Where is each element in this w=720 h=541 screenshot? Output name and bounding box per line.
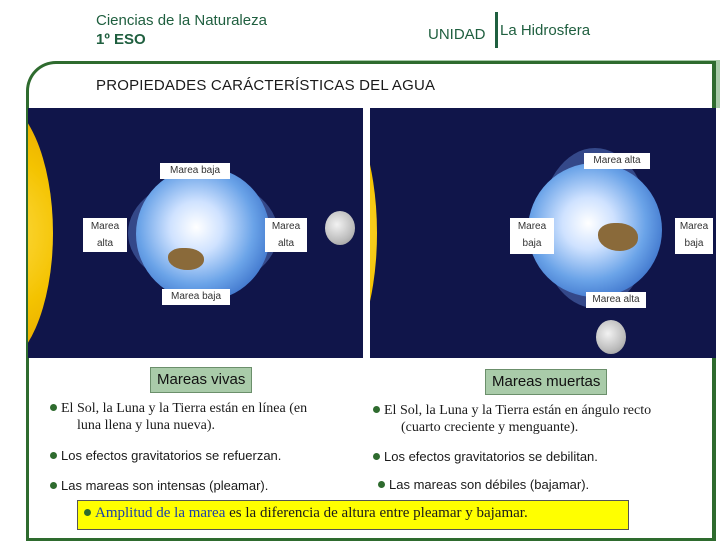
moon-image — [325, 211, 355, 245]
label-low-tide-top: Marea baja — [160, 163, 230, 179]
sun-image — [370, 108, 377, 358]
moon-image — [596, 320, 626, 354]
bullet-dot — [373, 406, 380, 413]
label-low-tide-right — [675, 218, 713, 254]
spring-bullet-3 — [50, 477, 268, 494]
bullet-text: El Sol, la Luna y la Tierra están en línea (en — [61, 401, 308, 416]
spring-bullet-2 — [50, 447, 281, 464]
label-line: baja — [684, 238, 704, 249]
section-title: PROPIEDADES CARÁCTERÍSTICAS DEL AGUA — [96, 77, 436, 94]
label-low-tide-bottom: Marea baja — [162, 289, 230, 305]
bullet-text: Las mareas son intensas (pleamar). — [61, 478, 269, 493]
label-high-tide-right — [265, 218, 307, 252]
bullet-text: Los efectos gravitatorios se debilitan. — [384, 449, 598, 464]
subject-title: Ciencias de la Naturaleza — [96, 12, 267, 29]
neap-bullet-3 — [378, 476, 589, 493]
course-label: 1º ESO — [96, 31, 146, 48]
continent-shape — [168, 248, 204, 270]
label-high-tide-bottom: Marea alta — [586, 292, 646, 308]
unit-label: UNIDAD — [428, 26, 486, 43]
amplitude-term: Amplitud de la marea — [95, 505, 226, 521]
label-line: alta — [277, 238, 295, 249]
neap-tides-heading: Mareas muertas — [485, 369, 607, 395]
continent-shape — [598, 223, 638, 251]
bullet-text: Los efectos gravitatorios se refuerzan. — [61, 448, 282, 463]
label-high-tide-left — [83, 218, 127, 252]
bullet-dot — [373, 453, 380, 460]
bullet-dot — [50, 452, 57, 459]
amplitude-definition — [84, 505, 528, 522]
neap-bullet-2 — [373, 448, 598, 465]
label-line: Marea — [517, 221, 547, 232]
bullet-text: (cuarto creciente y menguante). — [401, 420, 579, 435]
bullet-dot — [50, 404, 57, 411]
bullet-dot — [50, 482, 57, 489]
label-line: Marea — [90, 221, 120, 232]
sun-image — [28, 108, 53, 358]
spring-tide-diagram — [28, 108, 363, 358]
label-low-tide-left — [510, 218, 554, 254]
spring-bullet-1 — [50, 400, 370, 434]
unit-divider — [495, 12, 498, 48]
label-line: baja — [522, 238, 542, 249]
label-high-tide-top: Marea alta — [584, 153, 650, 169]
label-line: alta — [96, 238, 114, 249]
spring-tides-heading: Mareas vivas — [150, 367, 252, 393]
neap-bullet-1 — [373, 402, 713, 436]
unit-name: La Hidrosfera — [500, 22, 591, 39]
label-line: Marea — [679, 221, 709, 232]
bullet-text: luna llena y luna nueva). — [77, 418, 216, 433]
label-line: Marea — [271, 221, 301, 232]
bullet-text: El Sol, la Luna y la Tierra están en ángulo recto — [384, 403, 652, 418]
bullet-dot — [84, 509, 91, 516]
amplitude-rest: es la diferencia de altura entre pleamar y bajamar. — [225, 505, 528, 521]
earth-image — [136, 167, 270, 301]
bullet-dot — [378, 481, 385, 488]
neap-tide-diagram — [370, 108, 716, 358]
bullet-text: Las mareas son débiles (bajamar). — [389, 477, 590, 492]
